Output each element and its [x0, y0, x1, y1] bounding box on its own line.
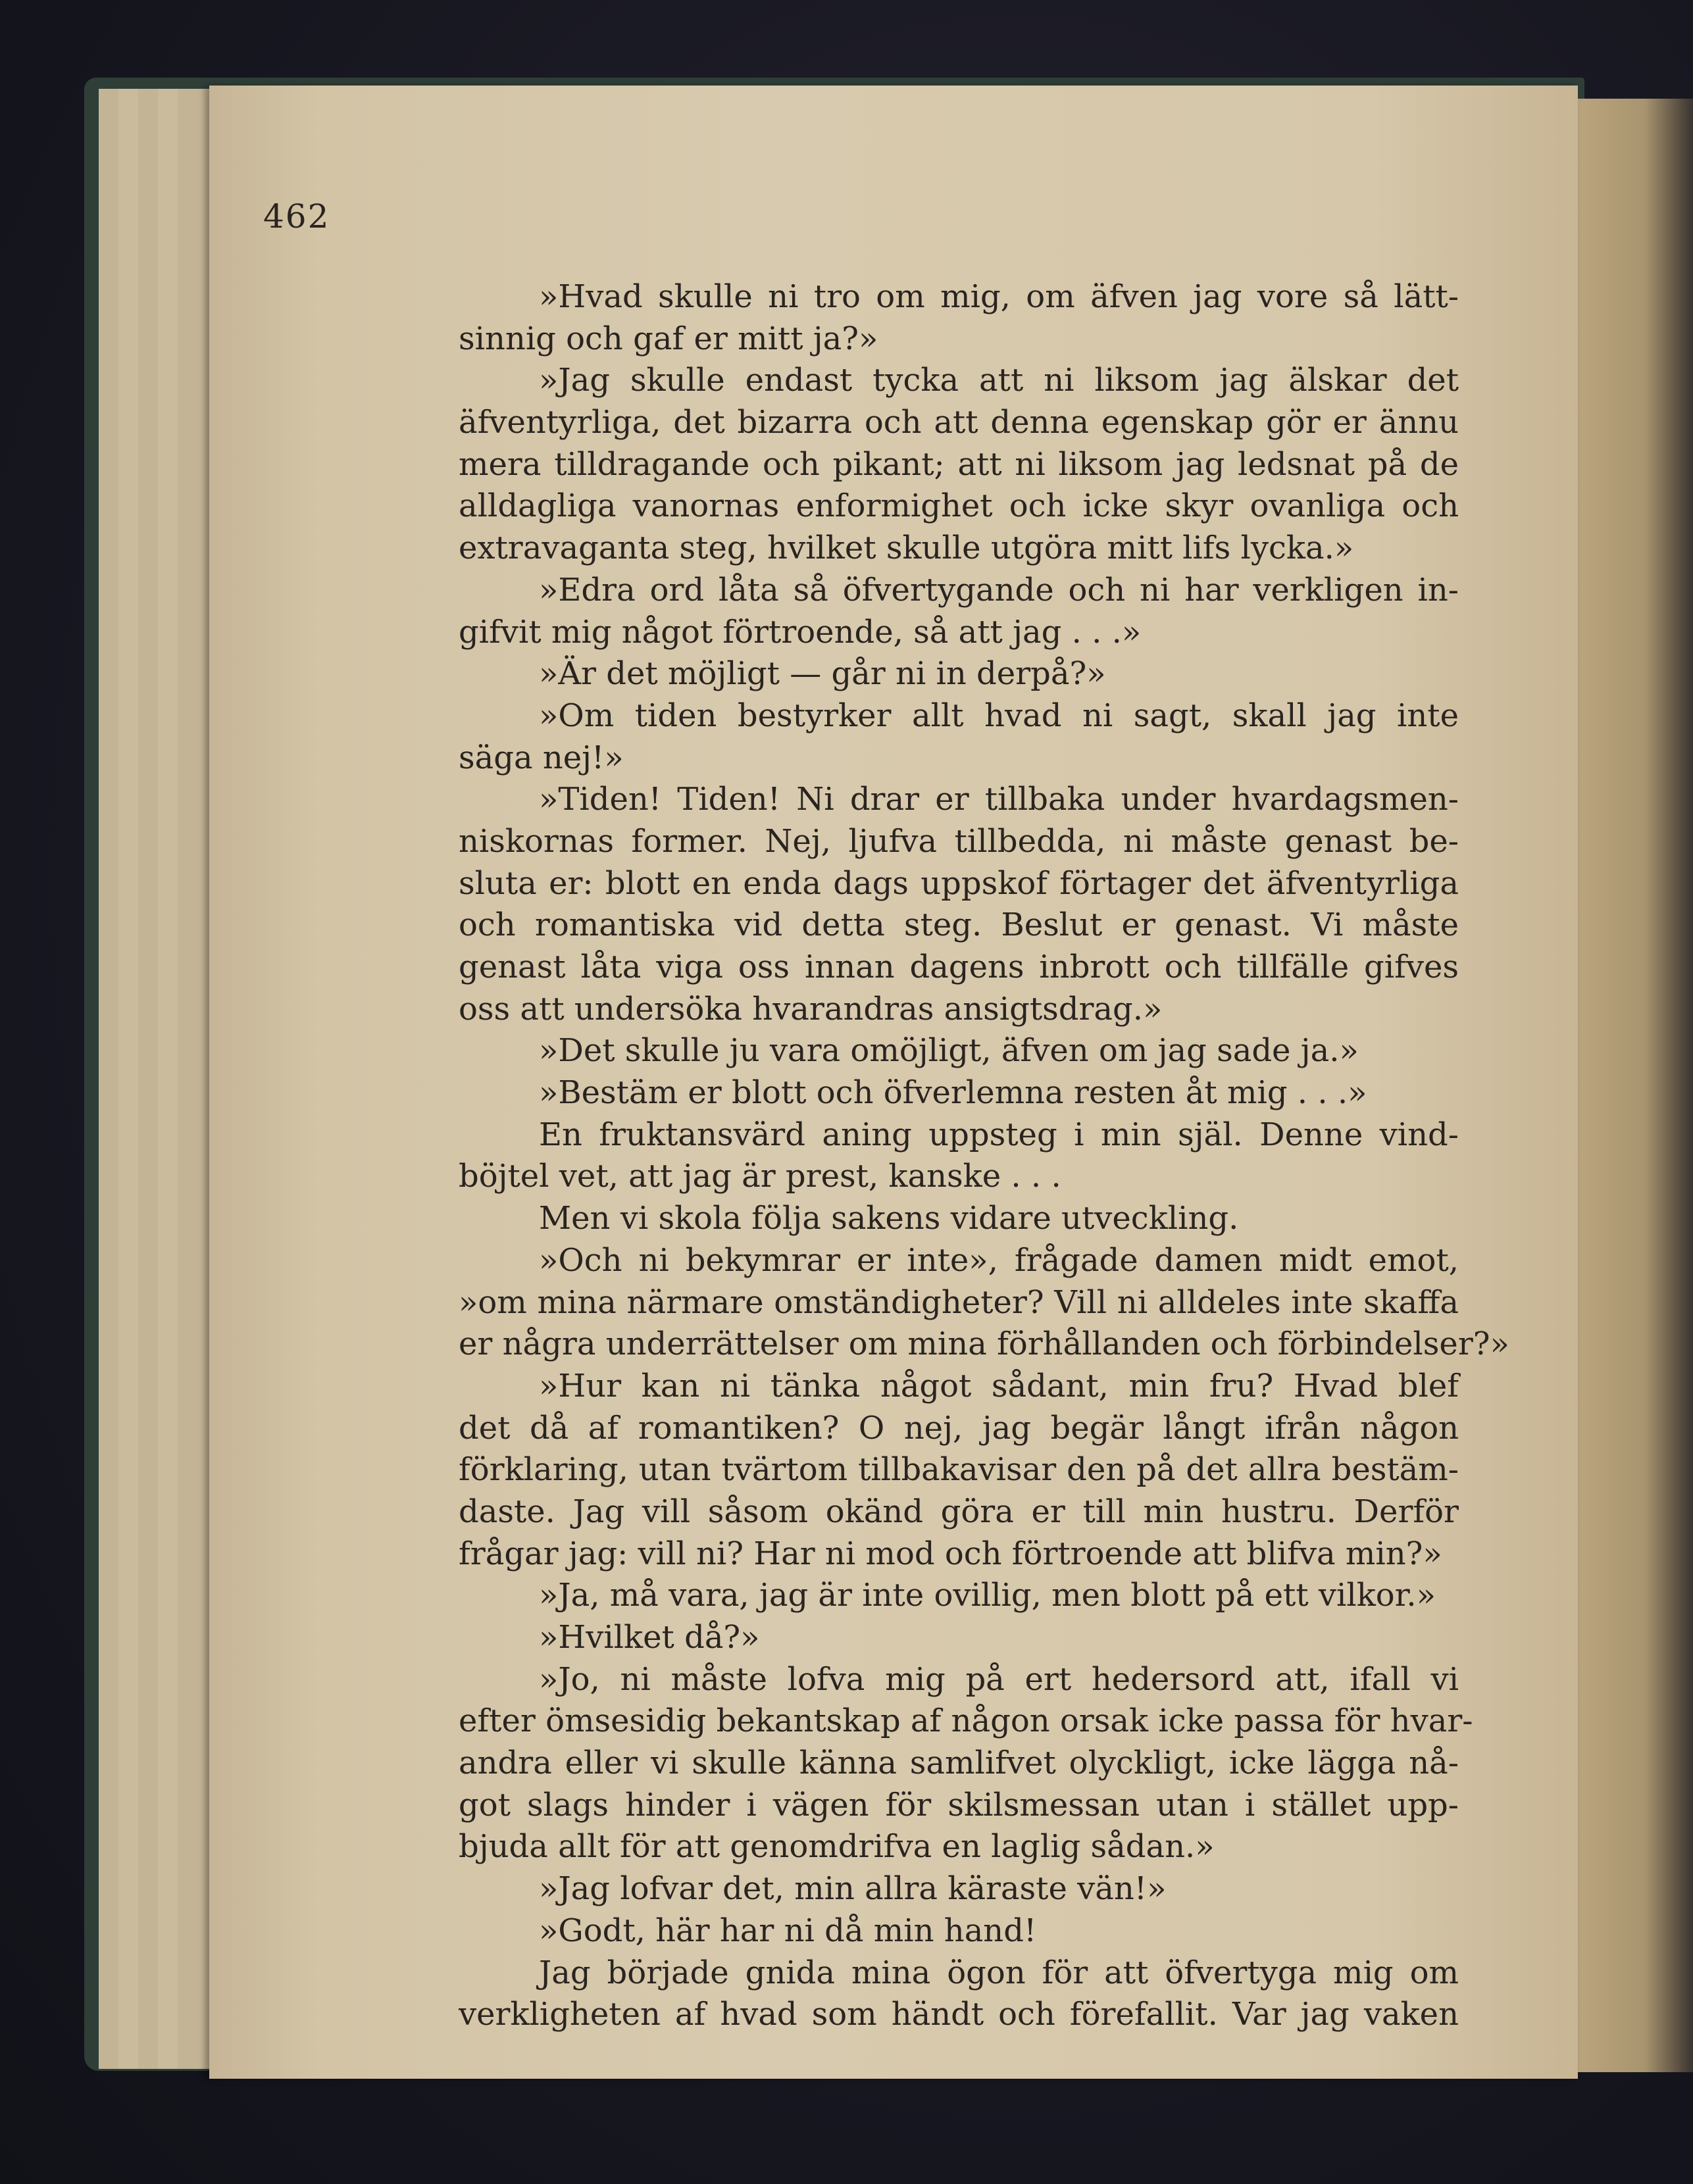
text-line: mera tilldragande och pikant; att ni liksom jag ledsnat på de [459, 445, 1459, 483]
text-line: det då af romantiken? O nej, jag begär långt ifrån någon [459, 1409, 1459, 1447]
text-line: extravaganta steg, hvilket skulle utgöra mitt lifs lycka.» [459, 530, 1354, 567]
text-line: »Edra ord låta så öfvertygande och ni har verkligen in- [539, 571, 1459, 608]
text-line: daste. Jag vill såsom okänd göra er till min hustru. Derför [459, 1493, 1459, 1530]
text-line: sluta er: blott en enda dags uppskof förtager det äfventyrliga [459, 864, 1459, 902]
text-line: och romantiska vid detta steg. Beslut er genast. Vi måste [459, 906, 1459, 944]
text-line: »Jag lofvar det, min allra käraste vän!» [539, 1870, 1167, 1908]
page-edges [138, 89, 160, 2069]
page-edges [118, 89, 140, 2069]
text-line: »om mina närmare omständigheter? Vill ni alldeles inte skaffa [459, 1283, 1459, 1321]
text-line: »Jag skulle endast tycka att ni liksom jag älskar det [539, 362, 1459, 399]
text-line: Jag började gnida mina ögon för att öfvertyga mig om [539, 1954, 1459, 1991]
text-line: »Och ni bekymrar er inte», frågade damen midt emot, [539, 1241, 1459, 1279]
text-line: En fruktansvärd aning uppsteg i min själ. Denne vind- [539, 1116, 1459, 1153]
text-line: bjuda allt för att genomdrifva en laglig sådan.» [459, 1828, 1215, 1866]
text-line: »Är det möjligt — går ni in derpå?» [539, 655, 1106, 693]
text-line: andra eller vi skulle känna samlifvet olyckligt, icke lägga nå- [459, 1745, 1459, 1782]
text-line: Men vi skola följa sakens vidare utveckling. [539, 1200, 1239, 1237]
text-line: er några underrättelser om mina förhållanden och förbindelser?» [459, 1326, 1509, 1363]
text-line: »Hvad skulle ni tro om mig, om äfven jag vore så lätt- [539, 278, 1459, 315]
text-line: äfventyrliga, det bizarra och att denna egenskap gör er ännu [459, 404, 1459, 441]
text-line: niskornas former. Nej, ljufva tillbedda, ni måste genast be- [459, 822, 1459, 860]
text-line: got slags hinder i vägen för skilsmessan utan i stället upp- [459, 1786, 1459, 1824]
facing-page-edge [1573, 99, 1693, 2072]
text-line: »Jo, ni måste lofva mig på ert hedersord att, ifall vi [539, 1660, 1459, 1698]
page-edges [178, 89, 211, 2069]
text-line: »Bestäm er blott och öfverlemna resten åt mig . . .» [539, 1074, 1367, 1112]
text-line: alldagliga vanornas enformighet och icke skyr ovanliga och [459, 487, 1459, 525]
text-line: »Om tiden bestyrker allt hvad ni sagt, skall jag inte [539, 697, 1459, 734]
text-line: böjtel vet, att jag är prest, kanske . . . [459, 1158, 1061, 1195]
text-line: säga nej!» [459, 739, 624, 776]
body-text [459, 276, 1509, 2036]
text-line: oss att undersöka hvarandras ansigtsdrag.» [459, 990, 1163, 1028]
page-edges [158, 89, 180, 2069]
text-line: »Hvilket då?» [539, 1619, 760, 1656]
text-line: genast låta viga oss innan dagens inbrott och tillfälle gifves [459, 949, 1459, 985]
text-line: förklaring, utan tvärtom tillbakavisar den på det allra bestäm- [459, 1451, 1459, 1489]
text-line: »Tiden! Tiden! Ni drar er tillbaka under hvardagsmen- [539, 781, 1459, 818]
text-line: efter ömsesidig bekantskap af någon orsak icke passa för hvar- [459, 1702, 1473, 1740]
text-line: sinnig och gaf er mitt ja?» [459, 320, 878, 357]
text-line: frågar jag: vill ni? Har ni mod och förtroende att blifva min?» [459, 1535, 1442, 1572]
text-line: »Hur kan ni tänka något sådant, min fru? Hvad blef [539, 1367, 1459, 1404]
page-edges [99, 89, 120, 2069]
text-line: »Godt, här har ni då min hand! [539, 1912, 1037, 1949]
text-line: gifvit mig något förtroende, så att jag . . .» [459, 613, 1142, 651]
text-line: verkligheten af hvad som händt och förefallit. Var jag vaken [459, 1996, 1459, 2033]
text-line: »Det skulle ju vara omöjligt, äfven om jag sade ja.» [539, 1032, 1359, 1070]
page-number: 462 [263, 197, 330, 236]
text-line: »Ja, må vara, jag är inte ovillig, men blott på ett vilkor.» [539, 1577, 1436, 1614]
